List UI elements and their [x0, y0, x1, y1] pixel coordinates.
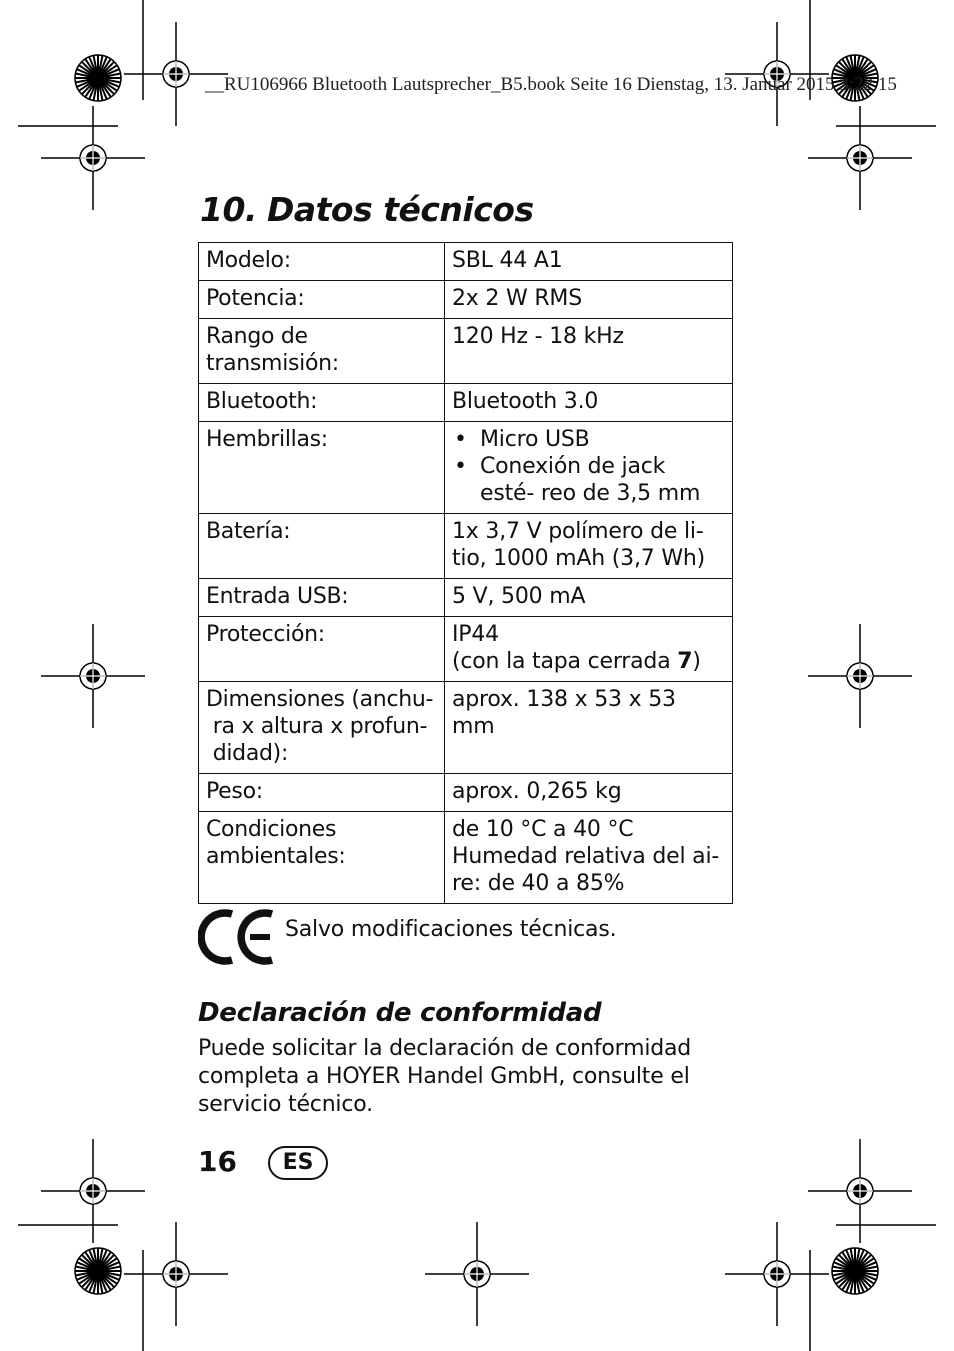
spec-value: [445, 319, 733, 384]
spec-value-line: Humedad relativa del ai-: [452, 844, 720, 869]
spec-label: Dimensiones (anchu- ra x altura x profun- didad):: [199, 682, 445, 774]
ce-note: Salvo modificaciones técnicas.: [285, 917, 617, 942]
list-item: • Micro USB: [452, 426, 725, 453]
spec-value-line: aprox. 138 x 53 x 53 mm: [452, 687, 676, 739]
conformity-text: Puede solicitar la declaración de conformidad completa a HOYER Handel GmbH, consulte el servicio técnico.: [198, 1036, 692, 1117]
spec-label: Condiciones ambientales:: [199, 812, 445, 904]
spec-label: Modelo:: [199, 243, 445, 281]
spec-label: Potencia:: [199, 281, 445, 319]
spec-value: [445, 384, 733, 422]
spec-label: Batería:: [199, 514, 445, 579]
table-row: [199, 682, 733, 774]
language-badge: ES: [268, 1146, 328, 1180]
conformity-title: Declaración de conformidad: [198, 998, 602, 1028]
bullet-list: [452, 426, 725, 507]
spec-value-line: re: de 40 a 85%: [452, 871, 625, 896]
table-row: [199, 384, 733, 422]
spec-value: [445, 243, 733, 281]
part-reference: 7: [677, 649, 693, 674]
spec-value-line: tio, 1000 mAh (3,7 Wh): [452, 546, 706, 571]
spec-label: Peso:: [199, 774, 445, 812]
table-row: [199, 514, 733, 579]
spec-value: [445, 422, 733, 514]
table-row: [199, 281, 733, 319]
list-item: • Conexión de jack esté- reo de 3,5 mm: [452, 453, 725, 507]
spec-value-text: ): [692, 649, 701, 674]
spec-value-line: IP44: [452, 622, 499, 647]
table-row: [199, 243, 733, 281]
spec-label: Rango de transmisión:: [199, 319, 445, 384]
print-header-line: __RU106966 Bluetooth Lautsprecher_B5.book Seite 16 Dienstag, 13. Januar 2015 3:22 15: [205, 74, 897, 95]
spec-value-line: [452, 648, 725, 675]
spec-value-line: aprox. 0,265 kg: [452, 779, 622, 804]
spec-label: Entrada USB:: [199, 579, 445, 617]
spec-value: [445, 579, 733, 617]
spec-value-line: SBL 44 A1: [452, 248, 563, 273]
specs-table: [198, 242, 733, 904]
page-number: 16: [198, 1145, 237, 1178]
table-row: [199, 579, 733, 617]
spec-value: [445, 617, 733, 682]
table-row: [199, 774, 733, 812]
spec-value: [445, 812, 733, 904]
spec-label: Hembrillas:: [199, 422, 445, 514]
ce-mark-icon: [198, 908, 278, 966]
spec-value: [445, 682, 733, 774]
spec-value-line: de 10 °C a 40 °C: [452, 817, 634, 842]
spec-value: [445, 281, 733, 319]
table-row: [199, 422, 733, 514]
spec-label: Protección:: [199, 617, 445, 682]
spec-value-text: (con la tapa cerrada: [452, 649, 678, 674]
section-title-text: Datos técnicos: [266, 190, 534, 229]
section-number: 10.: [200, 190, 257, 229]
table-row: [199, 617, 733, 682]
spec-value-line: 120 Hz - 18 kHz: [452, 324, 624, 349]
spec-value-line: Bluetooth 3.0: [452, 389, 599, 414]
spec-value: [445, 514, 733, 579]
spec-value-line: 2x 2 W RMS: [452, 286, 582, 311]
spec-label: Bluetooth:: [199, 384, 445, 422]
section-title: [200, 190, 534, 229]
spec-value-line: 5 V, 500 mA: [452, 584, 586, 609]
spec-value: [445, 774, 733, 812]
table-row: [199, 812, 733, 904]
table-row: [199, 319, 733, 384]
spec-value-line: 1x 3,7 V polímero de li-: [452, 519, 704, 544]
